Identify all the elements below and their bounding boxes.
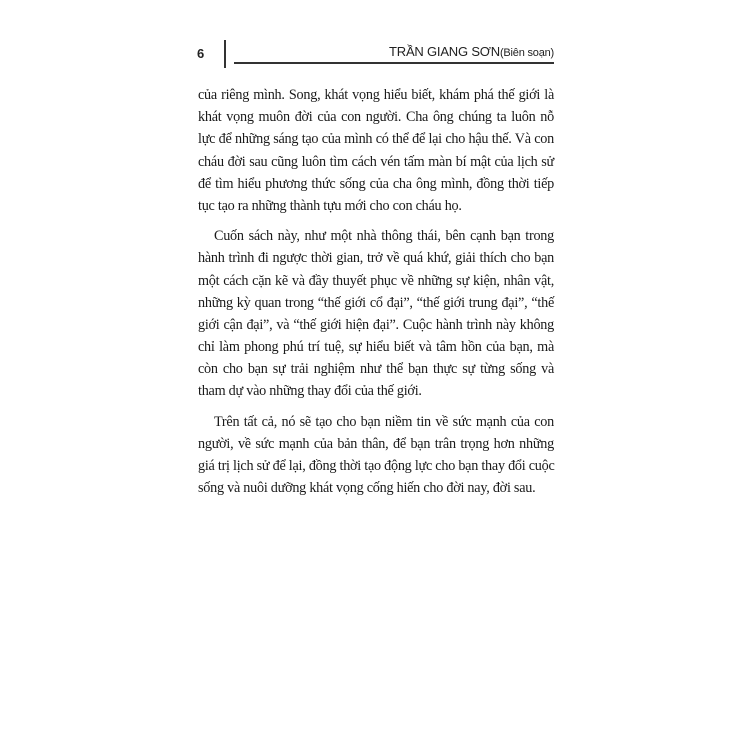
text-line: khát vọng muôn đời của con người. Cha ông chúng ta luôn nỗ [198,109,554,126]
running-head [389,44,554,59]
text-line: người, về sức mạnh của bản thân, để bạn trân trọng hơn những [198,435,554,452]
page-number: 6 [197,46,205,61]
paragraph-2 [198,225,554,403]
text-line: chỉ làm phong phú trí tuệ, sự hiểu biết và tâm hồn của bạn, mà [198,339,554,356]
text-line: lực để những sáng tạo của mình có thể để lại cho hậu thế. Và con [198,131,554,148]
text-line: Cuốn sách này, như một nhà thông thái, bên cạnh bạn trong [214,228,554,245]
text-line: để tìm hiểu phương thức sống của cha ông mình, đồng thời tiếp [198,175,554,192]
text-line: một cách cặn kẽ và đầy thuyết phục về những sự kiện, nhân vật, [198,272,554,289]
header-divider-vertical [224,40,226,68]
running-head-note: (Biên soạn) [499,47,554,59]
text-line: cháu đời sau cũng luôn tìm cách vén tấm màn bí mật của lịch sử [198,153,554,170]
text-line: tham dự vào những thay đổi của thế giới. [198,383,422,400]
text-line: hành trình đi ngược thời gian, trở về quá khứ, giải thích cho bạn [198,250,554,267]
text-line: Trên tất cả, nó sẽ tạo cho bạn niềm tin về sức mạnh của con [214,413,554,430]
running-head-author: TRẦN GIANG SƠN [389,44,500,59]
text-line: còn cho bạn sự trải nghiệm như thể bạn thực sự từng sống và [198,361,554,378]
paragraph-3 [198,411,554,500]
text-line: những kỳ quan trong “thế giới cổ đại”, “thế giới trung đại”, “thế [198,294,554,311]
text-line: của riêng mình. Song, khát vọng hiểu biết, khám phá thế giới là [198,87,554,103]
text-line: giới cận đại”, và “thế giới hiện đại”. Cuộc hành trình này không [198,316,554,333]
body-text [198,84,554,507]
paragraph-1 [198,84,554,217]
text-line: giá trị lịch sử để lại, đồng thời tạo động lực cho bạn thay đổi cuộc [198,458,555,474]
text-line: sống và nuôi dưỡng khát vọng cống hiến cho đời nay, đời sau. [198,480,536,497]
text-line: tục tạo ra những thành tựu mới cho con cháu họ. [198,197,462,214]
header-rule [234,62,554,64]
